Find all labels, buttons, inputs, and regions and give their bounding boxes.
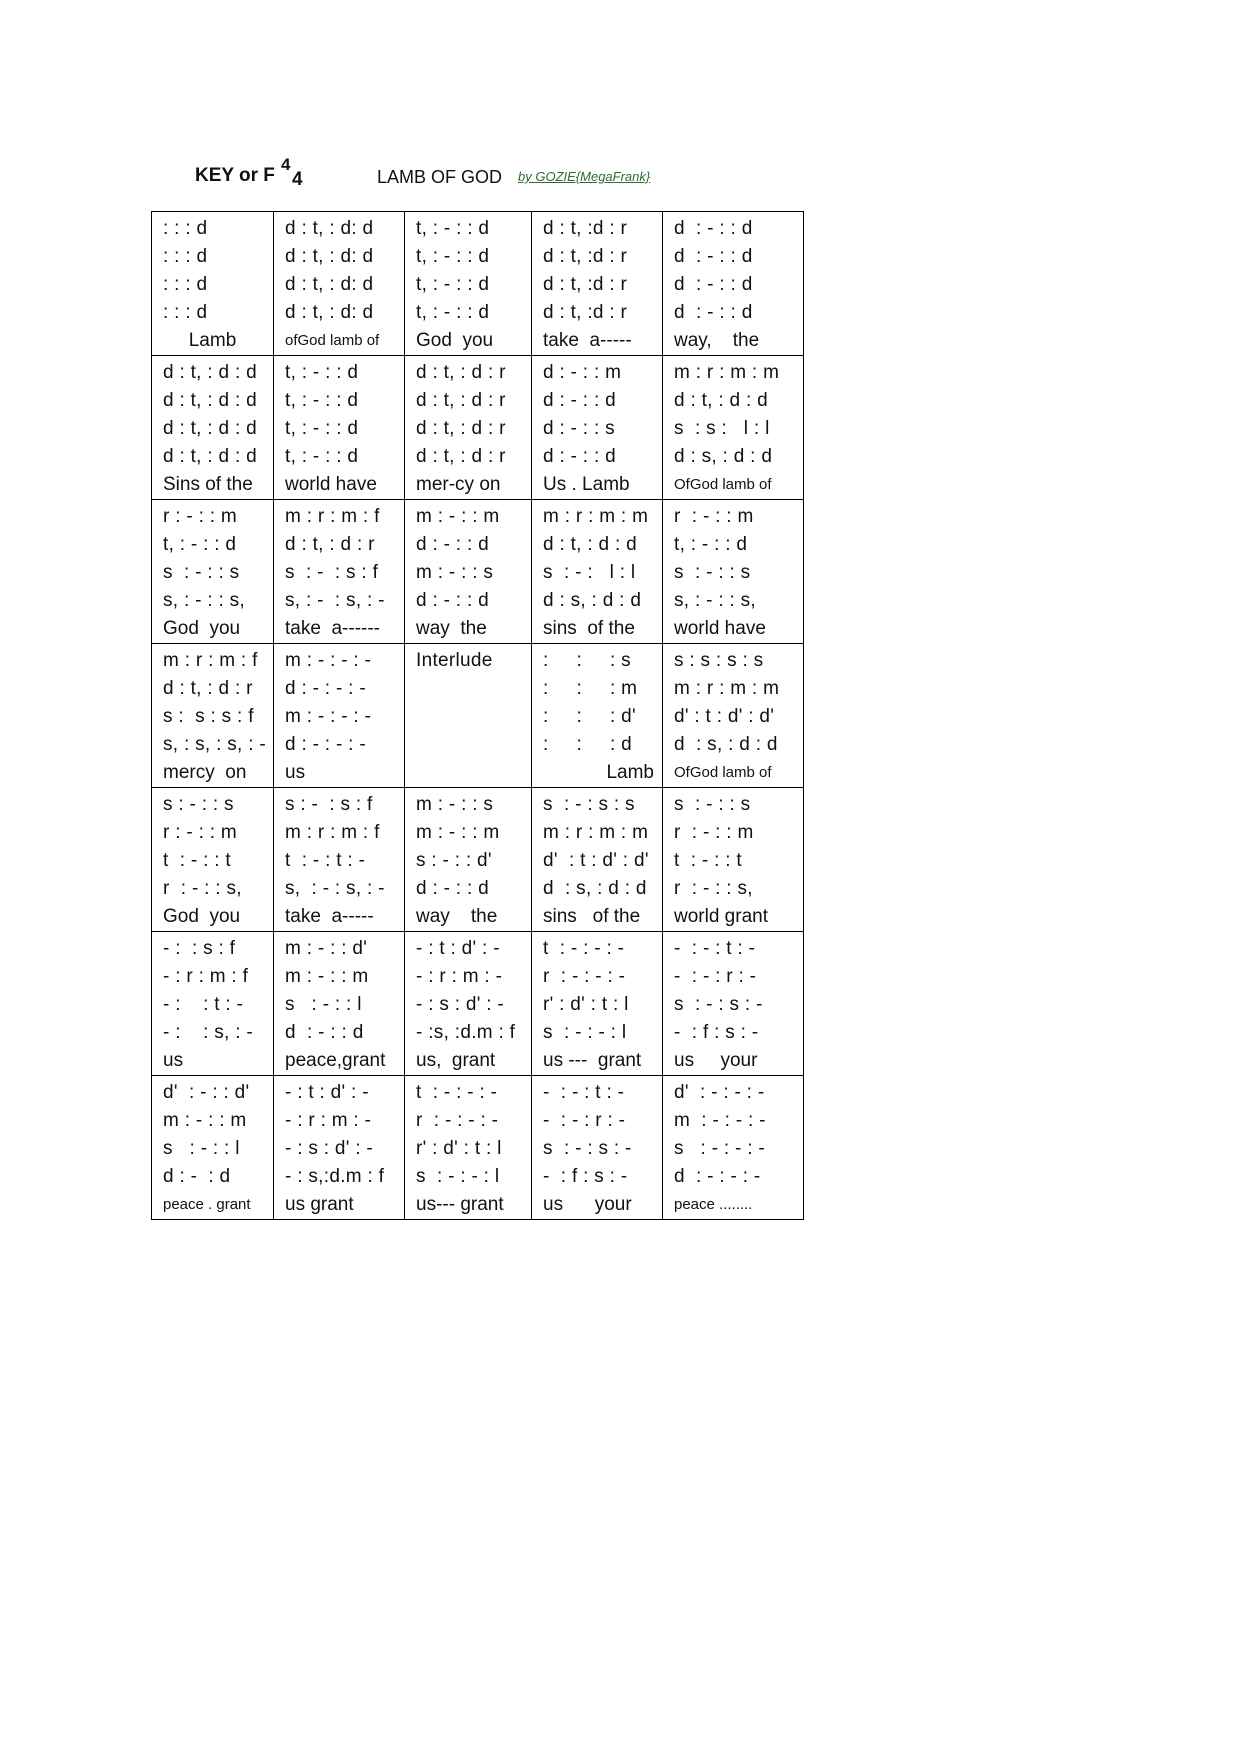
solfa-part-line: d : s, : d : d — [543, 878, 647, 899]
solfa-part-line: - : : s : f — [163, 938, 236, 959]
solfa-part-line: d' : - : - : - — [674, 1082, 765, 1103]
solfa-part-line: m : - : : m — [285, 966, 369, 987]
solfa-part-line: s, : - : : s, — [163, 590, 246, 611]
score-cell — [532, 932, 663, 1076]
solfa-part-line: s : - : : d' — [416, 850, 492, 871]
lyric-line: Lamb — [188, 330, 237, 351]
solfa-part-line: s : s : s : f — [163, 706, 254, 727]
solfa-part-line: - : t : d' : - — [416, 938, 500, 959]
lyric-line: world have — [285, 474, 377, 495]
solfa-part-line: s : - : : s — [674, 794, 751, 815]
score-cell — [274, 644, 405, 788]
key-signature: KEY or F — [195, 165, 275, 186]
lyric-line: OfGod lamb of — [674, 476, 772, 493]
score-cell — [532, 644, 663, 788]
solfa-part-line: r : - : : s, — [163, 878, 242, 899]
solfa-part-line: t, : - : : d — [674, 534, 748, 555]
solfa-part-line: d : - : : d — [543, 446, 616, 467]
score-cell — [532, 788, 663, 932]
solfa-part-line: d : - : : d — [543, 390, 616, 411]
solfa-part-line: t, : - : : d — [285, 418, 359, 439]
lyric-line: God you — [163, 618, 241, 639]
solfa-part-line: m : r : m : m — [674, 678, 780, 699]
solfa-part-line: d : - : - : - — [674, 1166, 761, 1187]
solfa-part-line: s : - : : s — [163, 794, 234, 815]
solfa-part-line: s, : s, : s, : - — [163, 734, 266, 755]
lyric-line: peace,grant — [285, 1050, 386, 1071]
solfa-part-line: s : - : : l — [163, 1138, 240, 1159]
solfa-part-line: t, : - : : d — [416, 274, 490, 295]
solfa-part-line: : : : s — [543, 650, 631, 671]
solfa-part-line: r : - : : s, — [674, 878, 753, 899]
lyric-line — [405, 759, 531, 787]
solfa-part-line: d : t, : d: d — [285, 274, 374, 295]
solfa-part-line: - : f : s : - — [674, 1022, 759, 1043]
solfa-part-line: r : - : : m — [163, 822, 238, 843]
solfa-part-line: : : : d — [163, 274, 208, 295]
solfa-part-line: d : t, :d : r — [543, 246, 628, 267]
lyric-line: us your — [674, 1050, 758, 1071]
lyric-line: mer-cy on — [416, 474, 501, 495]
lyric-line: Lamb — [606, 762, 654, 783]
solfa-part-line: d : - : : d — [674, 246, 753, 267]
lyric-line: us, grant — [416, 1050, 496, 1071]
solfa-part-line: - : : t : - — [163, 994, 244, 1015]
lyric-line: take a----- — [543, 330, 632, 351]
lyric-line: mercy on — [163, 762, 247, 783]
solfa-part-line: t : - : : t — [674, 850, 742, 871]
solfa-part-line: - : t : d' : - — [285, 1082, 369, 1103]
solfa-part-line: t : - : - : - — [416, 1082, 498, 1103]
solfa-part-line: s : - : l : l — [543, 562, 636, 583]
solfa-part-line: r : - : : m — [674, 506, 754, 527]
solfa-part-line: s : - : s : f — [285, 794, 373, 815]
lyric-line: way the — [416, 618, 487, 639]
score-row — [152, 356, 804, 500]
solfa-part-line: t, : - : : d — [416, 218, 490, 239]
solfa-part-line: d : t, : d: d — [285, 218, 374, 239]
solfa-part-line: m : - : - : - — [285, 706, 372, 727]
score-cell — [152, 212, 274, 356]
solfa-part-line: d : - : - : - — [285, 678, 366, 699]
lyric-line: God you — [163, 906, 241, 927]
solfa-part-line: s : - : : s — [163, 562, 240, 583]
solfa-part-line: d : t, :d : r — [543, 302, 628, 323]
solfa-score-table — [151, 211, 804, 1220]
solfa-part-line: d : t, : d : d — [163, 446, 257, 467]
solfa-part-line: s : s : s : s — [674, 650, 764, 671]
score-cell — [405, 500, 532, 644]
lyric-line: take a------ — [285, 618, 380, 639]
solfa-part-line: d : t, : d : d — [674, 390, 768, 411]
lyric-line: OfGod lamb of — [674, 764, 772, 781]
solfa-part-line: s : - : s : - — [543, 1138, 632, 1159]
score-cell — [152, 500, 274, 644]
score-row — [152, 788, 804, 932]
solfa-part-line: m : - : - : - — [674, 1110, 766, 1131]
score-cell — [532, 1076, 663, 1220]
score-cell — [405, 1076, 532, 1220]
solfa-part-line: s : - : : s — [674, 562, 751, 583]
solfa-part-line: m : - : : m — [416, 506, 500, 527]
solfa-part-line: d : - : : d — [674, 218, 753, 239]
score-row — [152, 212, 804, 356]
score-cell — [274, 932, 405, 1076]
solfa-part-line: r : - : - : - — [416, 1110, 499, 1131]
solfa-part-line: d : t, : d : d — [163, 418, 257, 439]
solfa-part-line: : : : d — [163, 218, 208, 239]
score-cell — [405, 932, 532, 1076]
score-cell — [663, 1076, 804, 1220]
score-cell — [274, 500, 405, 644]
solfa-part-line: d : s, : d : d — [674, 446, 773, 467]
lyric-line: peace . grant — [163, 1196, 251, 1213]
solfa-part-line: - : - : t : - — [674, 938, 756, 959]
solfa-part-line: - : r : m : f — [163, 966, 249, 987]
solfa-part-line: s : - : : l — [285, 994, 362, 1015]
solfa-part-line: r' : d' : t : l — [416, 1138, 502, 1159]
lyric-line: us--- grant — [416, 1194, 504, 1215]
score-cell — [405, 644, 532, 788]
score-row — [152, 1076, 804, 1220]
score-cell — [405, 212, 532, 356]
solfa-part-line: t, : - : : d — [416, 302, 490, 323]
lyric-line: Us . Lamb — [543, 474, 630, 495]
solfa-part-line: d : t, : d : d — [163, 390, 257, 411]
lyric-line: Sins of the — [163, 474, 253, 495]
solfa-part-line: m : r : m : f — [285, 506, 380, 527]
solfa-part-line: - : f : s : - — [543, 1166, 628, 1187]
lyric-line: us --- grant — [543, 1050, 642, 1071]
solfa-part-line: d : t, :d : r — [543, 274, 628, 295]
score-cell — [274, 788, 405, 932]
solfa-part-line: d : - : d — [163, 1166, 231, 1187]
time-signature-bottom: 4 — [292, 169, 303, 190]
score-cell — [663, 788, 804, 932]
solfa-part-line: - : - : r : - — [674, 966, 757, 987]
solfa-part-line: s : - : s : - — [674, 994, 763, 1015]
solfa-part-line: d : - : : d — [674, 302, 753, 323]
lyric-line: ofGod lamb of — [285, 332, 380, 349]
score-cell — [532, 356, 663, 500]
solfa-part-line: d' : t : d' : d' — [674, 706, 775, 727]
lyric-line: God you — [416, 330, 494, 351]
solfa-part-line: s : - : - : l — [543, 1022, 627, 1043]
lyric-line: us — [285, 762, 306, 783]
solfa-part-line: d : - : - : - — [285, 734, 366, 755]
lyric-line: world grant — [674, 906, 768, 927]
score-cell — [663, 932, 804, 1076]
solfa-part-line: d : s, : d : d — [674, 734, 778, 755]
solfa-part-line: d : - : : m — [543, 362, 622, 383]
solfa-part-line: Interlude — [416, 650, 493, 671]
solfa-part-line: : : : d — [543, 734, 632, 755]
solfa-part-line: d : t, : d : r — [416, 446, 506, 467]
solfa-part-line: d : t, : d: d — [285, 246, 374, 267]
score-cell — [663, 644, 804, 788]
solfa-part-line: d : t, :d : r — [543, 218, 628, 239]
solfa-part-line: : : : m — [543, 678, 638, 699]
composer-byline: by GOZIE{MegaFrank} — [518, 169, 651, 184]
solfa-part-line: t, : - : : d — [285, 390, 359, 411]
solfa-part-line: : : : d' — [543, 706, 636, 727]
solfa-part-line: m : - : : s — [416, 562, 494, 583]
score-cell — [532, 212, 663, 356]
solfa-part-line: t, : - : : d — [285, 362, 359, 383]
lyric-line: us your — [543, 1194, 632, 1215]
solfa-part-line: d : - : : d — [285, 1022, 364, 1043]
solfa-part-line: d' : - : : d' — [163, 1082, 250, 1103]
solfa-part-line: t, : - : : d — [285, 446, 359, 467]
page-header — [195, 155, 835, 195]
solfa-part-line: s : - : s : f — [285, 562, 379, 583]
solfa-part-line: t, : - : : d — [416, 246, 490, 267]
solfa-part-line: d : - : : d — [416, 590, 489, 611]
solfa-part-line: s, : - : s, : - — [285, 878, 385, 899]
solfa-part-line: s : - : - : l — [416, 1166, 500, 1187]
solfa-part-line: d : s, : d : d — [543, 590, 642, 611]
solfa-part-line: t : - : - : - — [543, 938, 625, 959]
solfa-part-line: d : t, : d : r — [416, 390, 506, 411]
score-cell — [663, 212, 804, 356]
solfa-part-line: r : - : : m — [674, 822, 754, 843]
solfa-part-line: m : - : : s — [416, 794, 494, 815]
solfa-part-line: r : - : : m — [163, 506, 238, 527]
solfa-part-line: t, : - : : d — [163, 534, 237, 555]
lyric-line: us — [163, 1050, 184, 1071]
solfa-part-line: r : - : - : - — [543, 966, 626, 987]
score-cell — [663, 356, 804, 500]
solfa-part-line: - : - : t : - — [543, 1082, 625, 1103]
solfa-part-line: m : - : : m — [416, 822, 500, 843]
solfa-part-line: - : : s, : - — [163, 1022, 253, 1043]
solfa-part-line: d : t, : d : r — [416, 362, 506, 383]
solfa-part-line — [405, 703, 531, 731]
solfa-part-line: - : - : r : - — [543, 1110, 626, 1131]
solfa-part-line: : : : d — [163, 246, 208, 267]
solfa-part-line: - : s : d' : - — [416, 994, 505, 1015]
solfa-part-line: : : : d — [163, 302, 208, 323]
solfa-part-line: m : r : m : m — [543, 506, 649, 527]
lyric-line: peace ........ — [674, 1196, 753, 1213]
solfa-part-line: d : t, : d : d — [163, 362, 257, 383]
lyric-line: way the — [416, 906, 498, 927]
solfa-part-line: - : r : m : - — [285, 1110, 372, 1131]
score-cell — [405, 356, 532, 500]
score-cell — [152, 932, 274, 1076]
solfa-part-line: d : t, : d : r — [416, 418, 506, 439]
score-cell — [152, 356, 274, 500]
time-signature-top: 4 — [281, 155, 291, 174]
score-cell — [274, 212, 405, 356]
solfa-part-line: m : r : m : f — [285, 822, 380, 843]
score-cell — [152, 1076, 274, 1220]
solfa-part-line: t : - : : t — [163, 850, 231, 871]
solfa-part-line: d : - : : s — [543, 418, 615, 439]
solfa-part-line: m : r : m : m — [543, 822, 649, 843]
lyric-line: us grant — [285, 1194, 354, 1215]
solfa-part-line: d : t, : d : d — [543, 534, 637, 555]
solfa-part-line: - : r : m : - — [416, 966, 503, 987]
solfa-part-line: - : s,:d.m : f — [285, 1166, 385, 1187]
solfa-part-line: d : t, : d : r — [285, 534, 375, 555]
score-row — [152, 644, 804, 788]
solfa-part-line: s : s : l : l — [674, 418, 770, 439]
score-row — [152, 500, 804, 644]
score-cell — [532, 500, 663, 644]
solfa-part-line: d : - : : d — [674, 274, 753, 295]
solfa-part-line: s : - : s : s — [543, 794, 635, 815]
score-cell — [152, 644, 274, 788]
solfa-part-line — [405, 675, 531, 703]
time-signature — [281, 155, 303, 195]
solfa-part-line — [405, 731, 531, 759]
solfa-part-line: - : s : d' : - — [285, 1138, 374, 1159]
score-row — [152, 932, 804, 1076]
score-cell — [274, 356, 405, 500]
solfa-part-line: m : r : m : m — [674, 362, 780, 383]
solfa-part-line: t : - : t : - — [285, 850, 366, 871]
lyric-line: take a----- — [285, 906, 374, 927]
score-cell — [274, 1076, 405, 1220]
solfa-part-line: m : - : : d' — [285, 938, 368, 959]
lyric-line: sins of the — [543, 618, 635, 639]
lyric-line: sins of the — [543, 906, 641, 927]
solfa-part-line: - :s, :d.m : f — [416, 1022, 516, 1043]
score-cell — [405, 788, 532, 932]
solfa-part-line: m : - : - : - — [285, 650, 372, 671]
solfa-part-line: s : - : - : - — [674, 1138, 766, 1159]
solfa-part-line: d : - : : d — [416, 534, 489, 555]
solfa-part-line: d' : t : d' : d' — [543, 850, 649, 871]
lyric-line: world have — [674, 618, 766, 639]
solfa-part-line: r' : d' : t : l — [543, 994, 629, 1015]
solfa-part-line: d : - : : d — [416, 878, 489, 899]
solfa-part-line: m : - : : m — [163, 1110, 247, 1131]
solfa-part-line: d : t, : d: d — [285, 302, 374, 323]
score-cell — [152, 788, 274, 932]
solfa-part-line: s, : - : : s, — [674, 590, 757, 611]
solfa-part-line: s, : - : s, : - — [285, 590, 385, 611]
solfa-part-line: d : t, : d : r — [163, 678, 253, 699]
score-cell — [663, 500, 804, 644]
song-title: LAMB OF GOD — [377, 167, 503, 187]
solfa-part-line: m : r : m : f — [163, 650, 258, 671]
lyric-line: way, the — [674, 330, 760, 351]
